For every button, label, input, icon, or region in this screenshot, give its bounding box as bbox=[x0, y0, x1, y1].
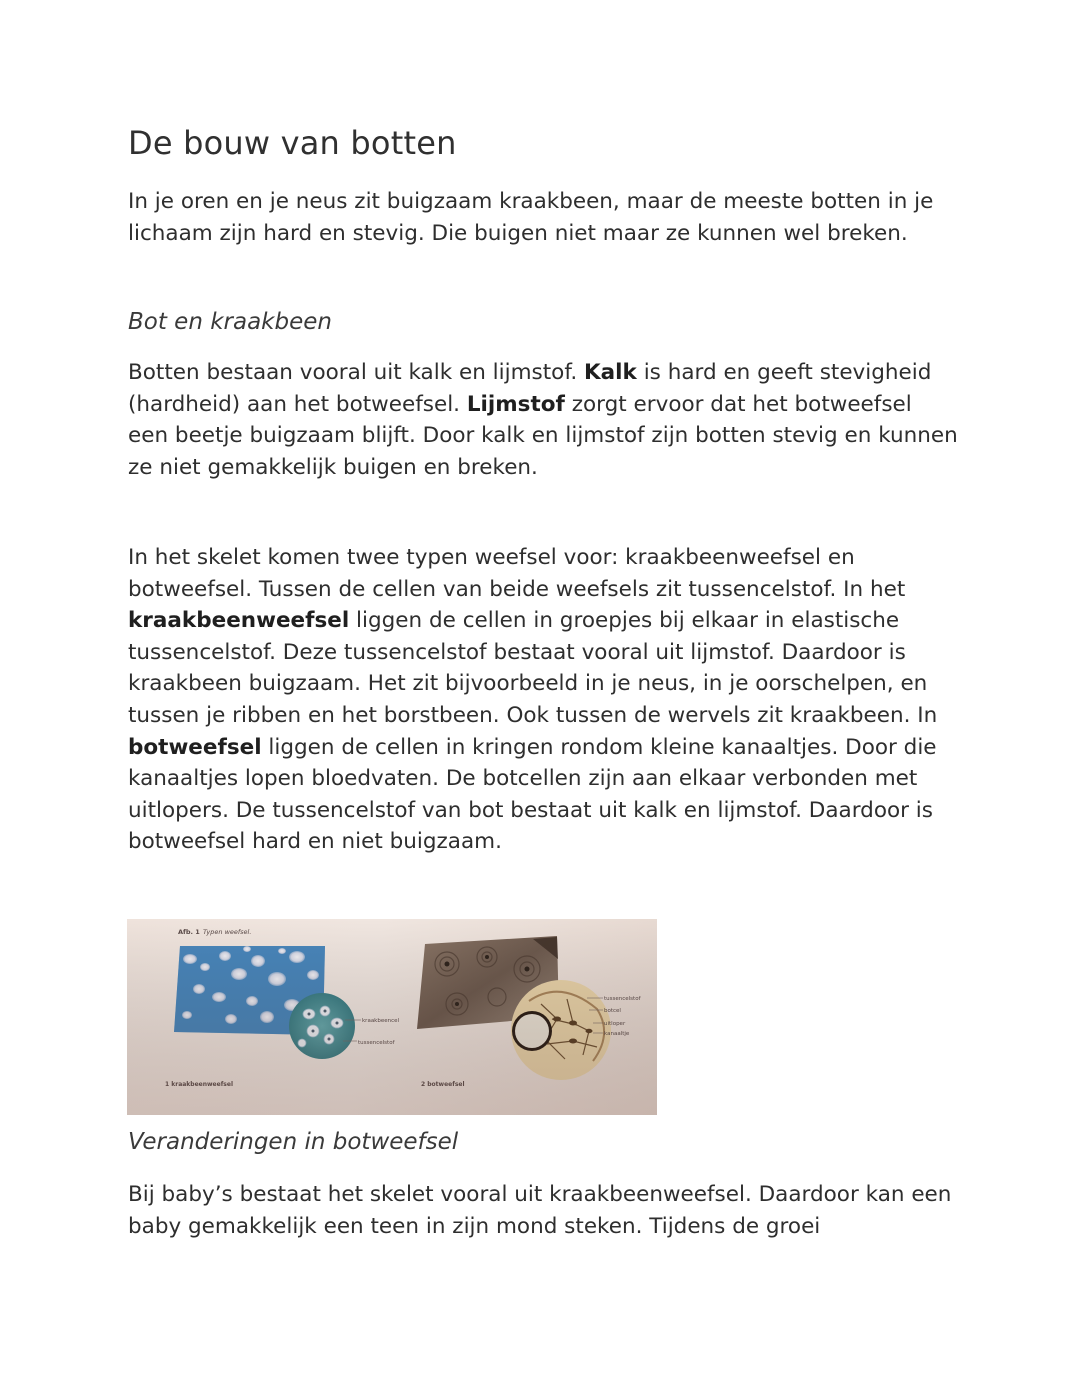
text: zorgt ervoor dat het botweefsel een beetje buigzaam blijft. Door kalk en lijmstof zijn botten stevig en kunnen ze niet gemakkelijk buigen en breken. bbox=[128, 391, 958, 480]
section-heading-bot-en-kraakbeen: Bot en kraakbeen bbox=[128, 309, 332, 335]
tissue-figure-photo bbox=[127, 919, 657, 1115]
term-kraakbeenweefsel: kraakbeenweefsel bbox=[128, 608, 350, 634]
text: liggen de cellen in groepjes bij elkaar in elastische tussencelstof. Deze tussencelstof bestaat vooral uit lijmstof. Daardoor is kraakbeen buigzaam. Het zit bijvoorbeeld in je neus, in je oorschelpen, en tussen je ribben en het borstbeen. Ook tussen de wervels zit kraakbeen. In bbox=[128, 608, 938, 728]
text: liggen de cellen in kringen rondom kleine kanaaltjes. Door die kanaaltjes lopen bloedvaten. De botcellen zijn aan elkaar verbonden met uitlopers. De tussencelstof van bot bestaat uit kalk en lijmstof. Daardoor is botweefsel hard en niet buigzaam. bbox=[128, 734, 937, 855]
section-heading-veranderingen: Veranderingen in botweefsel bbox=[128, 1129, 459, 1155]
term-botweefsel: botweefsel bbox=[128, 734, 262, 760]
term-lijmstof: Lijmstof bbox=[466, 391, 565, 417]
text: Botten bestaan vooral uit kalk en lijmstof. bbox=[128, 360, 585, 385]
paragraph-weefsel-typen bbox=[128, 542, 958, 858]
text: is hard en geeft stevigheid (hardheid) aan het botweefsel. bbox=[128, 360, 932, 417]
paragraph-kalk-lijmstof bbox=[128, 357, 958, 483]
paragraph-babys: Bij baby’s bestaat het skelet vooral uit kraakbeenweefsel. Daardoor kan een baby gemakkelijk een teen in zijn mond steken. Tijdens de groei bbox=[128, 1182, 952, 1239]
text: In het skelet komen twee typen weefsel voor: kraakbeenweefsel en botweefsel. Tussen de cellen van beide weefsels zit tussencelstof. In het bbox=[128, 545, 906, 602]
term-kalk: Kalk bbox=[584, 360, 637, 385]
intro-paragraph: In je oren en je neus zit buigzaam kraakbeen, maar de meeste botten in je lichaam zijn hard en stevig. Die buigen niet maar ze kunnen wel breken. bbox=[128, 189, 934, 246]
page-title: De bouw van botten bbox=[128, 124, 457, 162]
